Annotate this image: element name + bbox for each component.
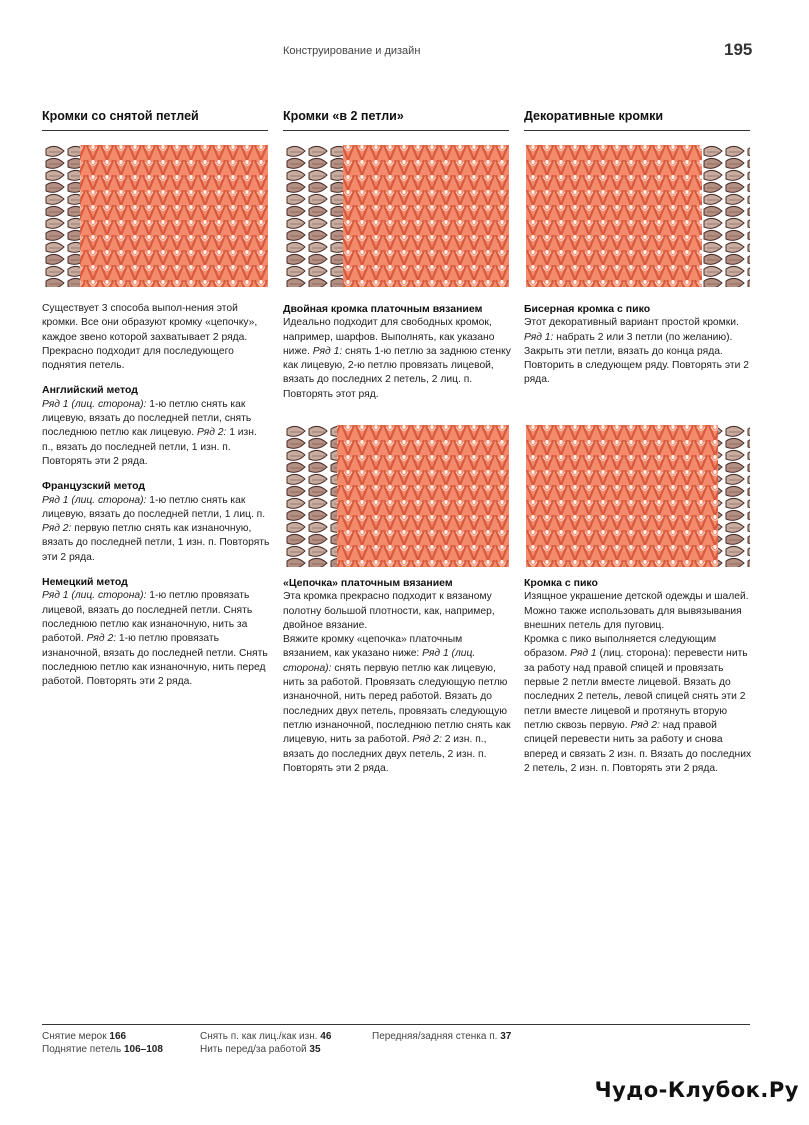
footer-ref: Поднятие петель 106–108 [42,1044,163,1055]
picot-section [524,576,752,776]
footer-rule [42,1024,750,1025]
footer-ref: Нить перед/за работой 35 [200,1044,321,1055]
column-3-rule [524,130,750,131]
method-text-french: Ряд 1 (лиц. сторона): 1-ю петлю снять как лицевую, вязать до последней петли, 1 лиц. п. Ряд 2: первую петлю снять как изнаночную, вязать до последней петли, 1 изн. п. Повторять эти 2 ряда. [42,494,270,563]
footer-ref: Передняя/задняя стенка п. 37 [372,1031,512,1042]
footer-refs-col-1 [42,1030,192,1056]
picot-edge-illustration [526,425,750,567]
intro-paragraph: Существует 3 способа выпол-нения этой кромки. Все они образуют кромку «цепочку», каждое звено которой захватывает 2 ряда. Прекрасно подходит для последующего поднятия петель. [42,303,258,372]
picot-title: Кромка с пико [524,577,598,589]
column-1-title: Кромки со снятой петлей [42,109,199,123]
double-garter-text: Идеально подходит для свободных кромок, например, шарфов. Выполнять, как указано ниже. Ряд 1: снять 1-ю петлю за заднюю стенку как лицевую, 2-ю петлю провязать лицевой, вязать до последних 2 петель, 2 лиц. п. Повторять этот ряд. [283,317,511,400]
column-2-rule [283,130,509,131]
picot-bead-edge-illustration [526,145,750,287]
double-garter-section [283,302,511,402]
column-3-title: Декоративные кромки [524,109,664,123]
double-garter-title: Двойная кромка платочным вязанием [283,303,483,315]
method-text-german: Ряд 1 (лиц. сторона): 1-ю петлю провязать лицевой, вязать до последней петли. Снять последнюю петлю как изнаночную, нить за работой. Ряд 2: 1-ю петлю провязать изнаночной, вязать до последней петли. Снять последнюю петлю как изнаночную, нить перед работой. Повторять эти 2 ряда. [42,590,268,688]
column-1-text [42,302,270,689]
method-text-english: Ряд 1 (лиц. сторона): 1-ю петлю снять как лицевую, вязать до последней петли, снять последнюю петлю как лицевую. Ряд 2: 1 изн. п., вязать до последней петли, 1 изн. п. Повторять эти 2 ряда. [42,398,257,467]
picot-bead-text: Ряд 1: набрать 2 или 3 петли (по желанию). Закрыть эти петли, вязать до конца ряда. Повторить в следующем ряду. Повторять эти 2 ряда. [524,331,749,386]
chain-garter-intro: Эта кромка прекрасно подходит к вязаному полотну большой плотности, как, например, двойное вязание. [283,591,495,631]
column-2-title: Кромки «в 2 петли» [283,109,404,123]
picot-intro: Изящное украшение детской одежды и шалей. Можно также использовать для вывязывания внешних петель для пуговиц. [524,591,749,631]
running-header: Конструирование и дизайн [283,45,421,57]
chain-garter-text: Вяжите кромку «цепочка» платочным вязанием, как указано ниже: Ряд 1 (лиц. сторона): снять первую петлю как лицевую, нить за работой. Провязать следующую петлю изнаночной, нить перед работой. Вязать до последних двух петель, провязать следующую петлю изнаночной, последнюю петлю снять как лицевую, нить за работой. Ряд 2: 2 изн. п., вязать до последних двух петель, 2 изн. п. Повторять эти 2 ряда. [283,634,511,774]
method-title-english: Английский метод [42,384,138,397]
picot-bead-intro: Этот декоративный вариант простой кромки. [524,317,739,329]
chain-garter-title: «Цепочка» платочным вязанием [283,577,453,589]
page-number: 195 [724,40,753,59]
chain-garter-section [283,576,511,776]
column-1-rule [42,130,268,131]
footer-ref: Снять п. как лиц./как изн. 46 [200,1031,332,1042]
slip-stitch-edge-illustration [44,145,268,287]
footer-ref: Снятие мерок 166 [42,1031,127,1042]
footer-refs-col-2 [200,1030,370,1056]
double-garter-edge-illustration [285,145,509,287]
picot-bead-section [524,302,752,388]
site-watermark: Чудо-Клубок.Ру [594,1078,799,1102]
picot-text: Кромка с пико выполняется следующим образом. Ряд 1 (лиц. сторона): перевести нить за работу над правой спицей и провязать первые 2 петли вместе лицевой. Вязать до последних 2 петель, левой спицей снять эти 2 петли вместе лицевой и протянуть вторую петлю сквозь первую. Ряд 2: над правой спицей перевести нить за работу и снова вперед и связать 2 изн. п. Вязать до последних 2 петель, 2 изн. п. Повторять эти 2 ряда. [524,634,752,774]
picot-bead-title: Бисерная кромка с пико [524,303,651,315]
method-title-french: Французский метод [42,480,146,493]
chain-garter-edge-illustration [285,425,509,567]
footer-refs-col-3 [372,1030,572,1043]
method-title-german: Немецкий метод [42,576,128,589]
